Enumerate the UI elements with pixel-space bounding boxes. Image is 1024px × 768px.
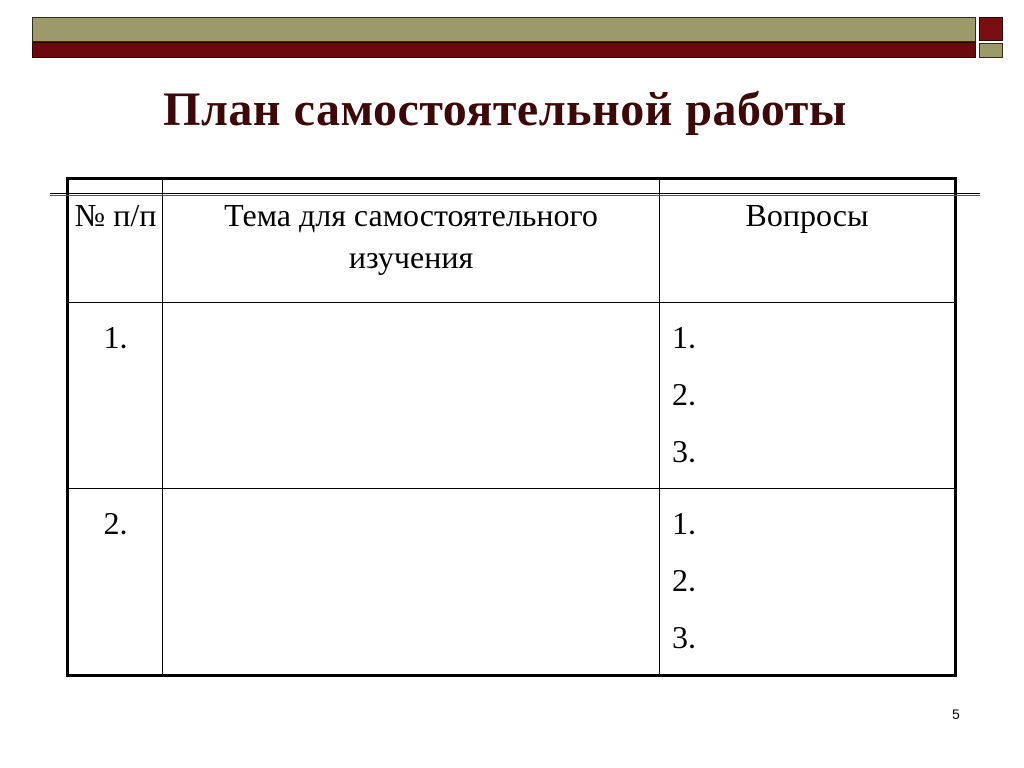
question-item: 3. [672,619,696,655]
question-item: 3. [672,433,696,469]
table-row [68,303,956,489]
question-item: 2. [672,562,696,598]
question-item: 1. [672,505,696,541]
question-list [660,489,954,674]
table-row [68,489,956,676]
header-questions: Вопросы [660,179,956,303]
horizontal-rule [50,193,980,194]
header-olive-bar [32,17,976,42]
slide-title: План самостоятельной работы [163,83,847,136]
table-header-row [68,179,956,303]
page-number: 5 [952,706,960,722]
header-num: № п/п [68,179,163,303]
plan-table [66,177,957,677]
question-item: 2. [672,376,696,412]
row-questions [660,489,956,676]
row-topic [163,303,660,489]
row-questions [660,303,956,489]
row-number: 2. [68,489,163,676]
header-topic: Тема для самостоятельного изучения [163,179,660,303]
row-topic [163,489,660,676]
question-item: 1. [672,319,696,355]
header-olive-square [979,43,1003,58]
header-maroon-bar [32,42,976,58]
horizontal-rule [50,195,980,196]
header-maroon-square [979,17,1003,41]
row-number: 1. [68,303,163,489]
question-list [660,303,954,488]
